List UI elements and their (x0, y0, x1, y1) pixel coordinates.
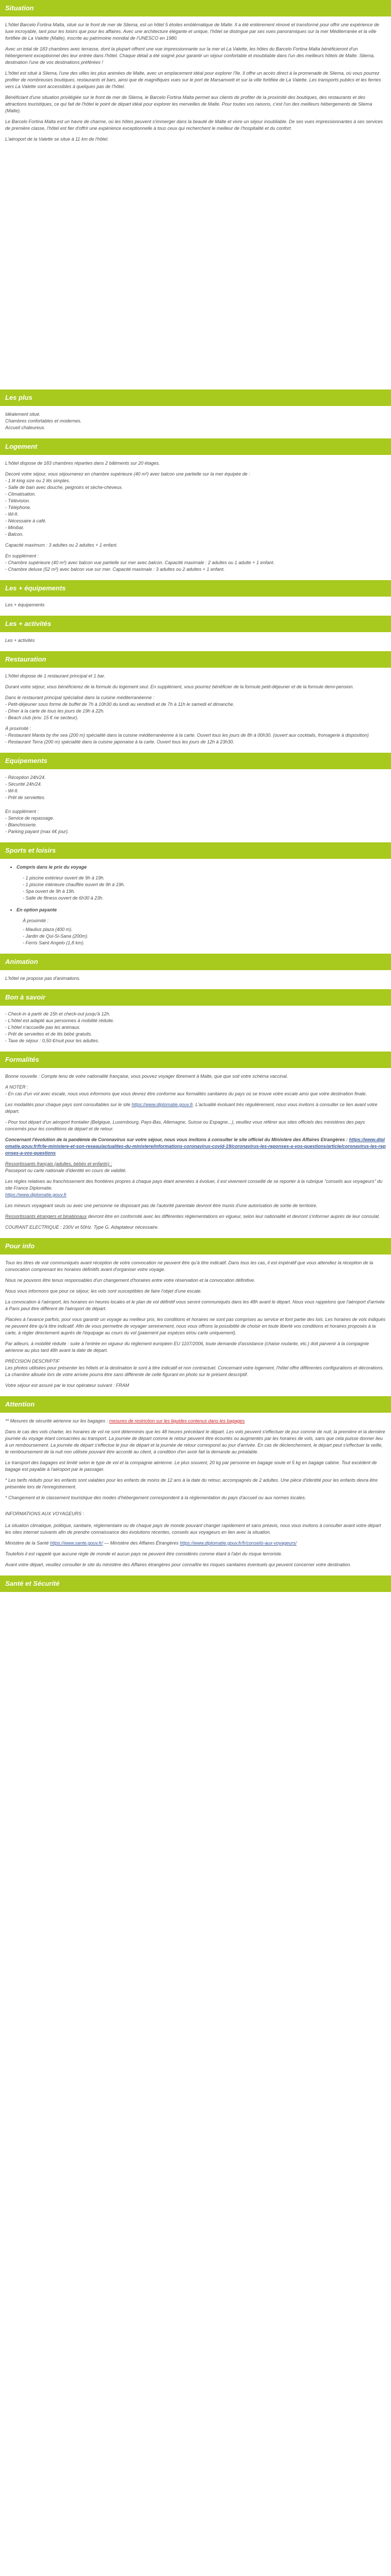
restauration-intro: L'hôtel dispose de 1 restaurant principal et 1 bar. (5, 673, 106, 679)
formalites-p9-text: devront être en conformité avec les différentes réglementations en vigueur, selon leur nationalité et devront s'informer auprès de leur consulat. (87, 1214, 380, 1219)
attention-p7-mid: — Ministère des Affaires Étrangères (103, 1540, 180, 1546)
list-item: - Balcon. (5, 532, 24, 537)
sports-group-optional (17, 907, 386, 913)
attention-p5: * Changement et le classement touristique des modes d'hébergement correspondent à la réglementation du pays d'accueil ou aux normes locales. (5, 1495, 306, 1500)
list-item: - Blanchisserie. (5, 822, 37, 827)
section-header-pour-info: Pour info (0, 1238, 391, 1255)
section-header-logement: Logement (0, 438, 391, 455)
situation-paragraph: Avec un total de 183 chambres avec terrasse, dont la plupart offrent une vue impressionnante sur la mer et La Valette, les hôtes du Barcelo Fortina Malta bénéficieront d'un hébergement exceptionnel des leur entrée dans l'hôtel. Chaque détail a été soigné pour garantir un séjour confortable et inoubliable dans l'un des meilleurs hôtels de Malte. Sliema, destination l'une de vos destinations préférées ! (5, 46, 375, 65)
sports-section (0, 859, 391, 954)
list-item: - Service de repassage. (5, 816, 55, 821)
sports-group-list (17, 864, 386, 871)
section-header-les-plus: Les plus (0, 389, 391, 406)
formalites-p8: Les mineurs voyageant seuls ou avec une personne ne disposant pas de l'autorité parentale devront être munis d'une autorisation de sortie de territoire. (5, 1203, 318, 1208)
formalites-p1: Bonne nouvelle : Compte tenu de votre nationalité française, vous pouvez voyager librement à Malte, que que soit votre schéma vaccinal. (5, 1074, 288, 1079)
list-item: - Dîner à la carte de tous les jours de 19h à 22h. (5, 708, 105, 714)
formalites-note-label: A NOTER : (5, 1084, 28, 1090)
list-item: - 1 piscine intérieure chauffée ouvert de 9h à 19h. (23, 882, 125, 887)
list-item: - L'hôtel n'accueille pas les animaux. (5, 1025, 81, 1030)
pour-info-p1: Tous les titres de voir communiqués avant réception de votre convocation ne peuvent être qu'à titre indicatif. Dans tous les cas, il est impératif que vous attendiez la réception de la convocation comprenant les horaires définitifs avant d'organiser votre voyage. (5, 1260, 373, 1272)
situation-section (0, 16, 391, 389)
formalites-p5 (5, 1137, 386, 1157)
sports-group-list-2 (17, 907, 386, 913)
list-item: - Prêt de serviettes. (5, 795, 46, 800)
formalites-p9 (5, 1213, 386, 1220)
attention-p6-label: INFORMATIONS AUX VOYAGEURS : (5, 1511, 85, 1516)
list-item: - Beach club (env. 15 € ne secteur). (5, 715, 78, 720)
list-item: - Parking payant (max 6€ jour). (5, 829, 69, 834)
list-item: - Restaurant Terra (200 m) spécialité dans la cuisine japonaise à la carte. Ouvert tous les jours de 12h à 23h30. (5, 739, 234, 744)
formalites-p7: Les règles relatives au franchissement des frontières propres à chaque pays étant amenées à évoluer, il est vivement conseillé de se reporter à la rubrique "conseils aux voyageurs" du site France Diplomatie. (5, 1179, 383, 1191)
list-item: - 1 lit king size ou 2 lits simples. (5, 478, 71, 483)
attention-p2: Dans le cas des vols charter, les horaires de vol ne sont déterminés que les 48 heures précédant le départ. Les vols peuvent s'effectuer de jour comme de nuit; la première et la dernière journée du voyage étant consacrées au transport. La journée de départ comme le retour peuvent être écourtés ou augmentés par les horaires de vols, sans que cela puisse donner lieu à un remboursement. La journée de départ s'effectue le jour de départ et la journée de retour correspond au jour d'arrivée. En cas de déclenchement, le départ peut s'effectuer la veille, le remboursement de la nuit non utilisée pouvant être accordé au client, à condition d'en avoir fait la demande au préalable. (5, 1429, 385, 1454)
section-header-bon-a-savoir: Bon à savoir (0, 989, 391, 1006)
list-item: - Ferris Saint Angelo (1,8 km). (23, 940, 85, 945)
animation-section (0, 970, 391, 989)
situation-paragraph: L'hôtel est situé à Sliema, l'une des villes les plus animées de Malte, avec un emplacement idéal pour explorer l'île. Il offre un accès direct à la promenade de Sliema, où vous pourrez profiter de nombreuses boutiques, restaurants et bars, ainsi que de magnifiques vues sur le port de Marsamxett et sur la ville fortifiée de La Valette. Les transports publics et les ferries vers La Valette sont accessibles à quelques pas de l'hôtel. (5, 71, 381, 89)
list-item: - Réception 24h/24. (5, 775, 46, 780)
formalites-p4: - Pour tout départ d'un aéroport frontalier (Belgique, Luxembourg, Pays-Bas, Allemagne, Suisse ou Espagne...), veuillez vous référer aux sites officiels des ministères des pays concernés pour les conditions de départ et de retour. (5, 1120, 365, 1131)
pour-info-p7-label: PRÉCISION DESCRIPTIF (5, 1359, 60, 1364)
section-header-animation: Animation (0, 954, 391, 970)
list-item: - Spa ouvert de 9h à 19h. (23, 889, 75, 894)
formalites-p6-label (5, 1161, 386, 1167)
les-plus-item: Idéalement situé. (5, 412, 41, 417)
section-header-les-plus-activites: Les + activités (0, 616, 391, 632)
list-item: - Jardin de Qui-Si-Sana (200m). (23, 934, 89, 939)
les-plus-equipements-text: Les + équipements (5, 602, 45, 607)
list-item: - Wi-fi. (5, 512, 19, 517)
france-diplomatie-link[interactable]: https://www.diplomatie.gouv.fr (5, 1192, 67, 1197)
section-header-equipements: Equipements (0, 753, 391, 769)
logement-capacity: Capacité maximum : 3 adultes ou 2 adultes + 1 enfant. (5, 543, 118, 548)
conseils-voyageurs-link[interactable]: https://www.diplomatie.gouv.fr/fr/conseils-aux-voyageurs/ (180, 1540, 297, 1546)
liquids-restriction-link[interactable]: mesures de restriction sur les liquides contenus dans les bagages (109, 1418, 245, 1423)
les-plus-item: Chambres confortables et modernes. (5, 418, 82, 423)
list-item: - Télévision. (5, 498, 30, 503)
coronavirus-link[interactable]: https://www.diplomatie.gouv.fr/fr/le-ministere-et-son-reseau/actualites-du-ministere/informations-coronavirus-covid-19/coronavirus-les-reponses-a-vos-questions/article/coronavirus-les-reponses-a-vos-questions (5, 1137, 386, 1156)
equipements-supplement-intro: En supplément : (5, 809, 39, 814)
formalites-p3-post: . L'actualité évoluant très régulièrement, nous vous invitons à consulter ce lien avant votre départ. (5, 1102, 378, 1114)
les-plus-item: Accueil chaleureux. (5, 425, 46, 430)
pour-info-p4: La convocation à l'aéroport, les horaires en heures locales et le plan de vol définitif vous seront communiqués dans les 48h avant le départ. Nous vous rappelons que l'aéroport d'arrivée à Paris peut être différent de l'aéroport de départ. (5, 1299, 385, 1311)
formalites-p6: Passeport ou carte nationale d'identité en cours de validité. (5, 1168, 127, 1173)
list-item: - Maulius plaza (400 m). (23, 927, 73, 932)
logement-intro: L'hôtel dispose de 183 chambres réparties dans 2 bâtiments sur 20 étages. (5, 461, 160, 466)
list-item: - 1 piscine extérieur ouvert de 9h à 19h. (23, 875, 105, 880)
list-item: - Petit-déjeuner sous forme de buffet de 7h à 10h30 du lundi au vendredi et de 7h à 11h le samedi et dimanche. (5, 702, 235, 707)
section-header-attention: Attention (0, 1396, 391, 1413)
list-item: - Salle de fitness ouvert de 6h30 à 23h. (23, 895, 104, 901)
pour-info-p7: Les photos utilisées pour présenter les hôtels et la destination le sont à titre indicatif et non contractuel. Concernant votre logement, l'hôtel offre différentes configurations et décorations. La chambre allouée lors de votre arrivée pourra être sans différente de celle figurant en photo sur le présent descriptif. (5, 1365, 384, 1377)
bon-a-savoir-section (0, 1006, 391, 1052)
les-plus-equipements-section (0, 597, 391, 616)
sports-group2-label: En option payante (17, 907, 57, 912)
section-header-formalites: Formalités (0, 1052, 391, 1068)
situation-paragraph: L'aéroport de la Valette se situe à 11 km de l'hôtel. (5, 137, 109, 142)
attention-p9: Avant votre départ, veuillez consulter le site du ministère des Affaires étrangères pour connaître les risques sanitaires éventuels qui peuvent concerner votre destination. (5, 1562, 351, 1567)
list-item: - Salle de bain avec douche, peignoirs et sèche-cheveux. (5, 485, 123, 490)
ressortissants-francais-label: Ressortissants français (adultes, bébés et enfants) : (5, 1161, 112, 1166)
formalites-p3-pre: Les modalités pour chaque pays sont consultables sur le site (5, 1102, 132, 1107)
list-item: - Téléphone. (5, 505, 31, 510)
equipements-section (0, 769, 391, 842)
formalites-p3 (5, 1101, 386, 1115)
attention-p1 (5, 1418, 386, 1425)
sports-group2-sub: À proximité : (23, 918, 49, 923)
list-item: - Chambre deluxe (52 m²) avec balcon vue sur mer. Capacité maximale : 3 adultes ou 2 adultes + 1 enfant. (5, 567, 225, 572)
attention-section (0, 1413, 391, 1575)
logement-supplement-intro: En supplément : (5, 553, 39, 558)
section-header-sante-securite: Santé et Sécurité (0, 1575, 391, 1592)
situation-paragraph: L'hôtel Barcelo Fortina Malta, situé sur le front de mer de Sliema, est un hôtel 5 étoiles emblématique de Malte. Il a été entièrement rénové et transformé pour offrir une expérience de luxe incroyable, tant pour les loisirs que pour les affaires. Avec une architecture élégante et unique, l'hôtel se distingue par ses vues panoramiques sur la mer Méditerranée et la ville fortifiée de La Valette (Malte), inscrite au patrimoine mondial de l'UNESCO en 1980. (5, 22, 380, 41)
sports-group-included (17, 864, 386, 871)
attention-p4: * Les tarifs réduits pour les enfants sont valables pour les enfants de moins de 12 ans à la date du retour, accompagnés de 2 adultes. Une pièce d'identité pour les enfants devra être présentée lors de l'enregistrement. (5, 1478, 378, 1489)
section-header-situation: Situation (0, 0, 391, 16)
list-item: - Minibar. (5, 525, 25, 530)
list-item: - L'hôtel est adapté aux personnes à mobilité réduite. (5, 1018, 115, 1023)
list-item: - Wi-fi. (5, 788, 19, 793)
situation-paragraph: Bénéficiant d'une situation privilégiée sur le front de mer de Sliema, le Barcelo Fortina Malta permet aux clients de profiter de la proximité des boutiques, des restaurants et des attractions touristiques, ce qui fait de l'hôtel le point de départ idéal pour explorer les merveilles de Malte. Pour toutes vos raisons, c'est l'un des meilleurs hébergements de Sliema (Malte). (5, 95, 372, 113)
pour-info-p2: Nous ne pouvons être tenus responsables d'un changement d'horaires entre votre réservation et la convocation définitive. (5, 1278, 255, 1283)
pour-info-section (0, 1255, 391, 1396)
animation-text: L'hôtel ne propose pas d'animations. (5, 976, 81, 981)
formalites-p5-pre: Concernant l'évolution de la pandémie de Coronavirus sur votre séjour, nous vous invitons à consulter le site officiel du Ministère des Affaires Etrangères : (5, 1137, 349, 1142)
sports-group2-items (5, 918, 386, 946)
attention-p6: La situation climatique, politique, sanitaire, réglementaire ou de chaque pays de monde pouvant changer rapidement et sans préavis, nous vous invitons à consulter avant votre départ les sites internet suivants afin de prendre connaissance des évolutions récentes, conseils aux voyageurs en lien avec la situation. (5, 1523, 381, 1535)
formalites-p10: COURANT ELECTRIQUE : 230V et 50Hz. Type G. Adaptateur nécessaire. (5, 1225, 159, 1230)
formalites-p7-link-wrap (5, 1192, 386, 1198)
sports-group1-items (5, 875, 386, 902)
list-item: - Climatisation. (5, 492, 36, 497)
logement-section (0, 455, 391, 580)
restauration-formula: Durant votre séjour, vous bénéficierez de la formule du logement seul. En supplément, vous pourrez bénéficier de la formule petit-déjeuner et de la formule demi-pension. (5, 684, 354, 689)
les-plus-section (0, 406, 391, 438)
attention-p8: Toutefois il est rappelé que aucune règle de monde et aucun pays ne peuvent être considérés comme étant à l'abri du risque terroriste. (5, 1551, 283, 1556)
list-item: - Chambre supérieure (40 m²) avec balcon vue partielle sur mer avec balcon. Capacité maximale : 2 adultes ou 1 adulte + 1 enfant. (5, 560, 275, 565)
les-plus-activites-section (0, 632, 391, 651)
restauration-proximity-intro: À proximité : (5, 726, 31, 731)
list-item: - Nécessaire à café. (5, 518, 47, 523)
list-item: - Check-in à partir de 15h et check-out jusqu'à 12h. (5, 1011, 110, 1016)
sports-group1-label: Compris dans le prix du voyage (17, 865, 87, 870)
ressortissants-etrangers-label: Ressortissants étrangers et binationaux (5, 1214, 87, 1219)
section-header-les-plus-equipements: Les + équipements (0, 580, 391, 597)
attention-p1-pre: ** Mesures de sécurité aérienne sur les bagages : (5, 1418, 109, 1423)
sante-link[interactable]: https://www.sante.gouv.fr/ (50, 1540, 103, 1546)
restauration-restaurant-desc: Dans le restaurant principal spécialisé dans la cuisine méditerranéenne : (5, 695, 155, 700)
restauration-section (0, 668, 391, 753)
attention-p7-pre: Ministère de la Santé (5, 1540, 51, 1546)
list-item: - Taxe de séjour : 0,50 €/nuit pour les adultes. (5, 1038, 100, 1043)
list-item: - Prêt de serviettes et de lits bébé gratuits. (5, 1031, 92, 1037)
formalites-section (0, 1068, 391, 1238)
formalites-p2: - En cas d'un vol avec escale, nous vous informons que vous devrez être conforme aux formalités sanitaires du pays où se trouve votre escale ainsi que votre destination finale. (5, 1091, 367, 1096)
logement-description: Decoré votre séjour, vous séjournerez en chambre supérieure (40 m²) avec balcon une partielle sur la mer équipée de : (5, 471, 250, 477)
les-plus-activites-text: Les + activités (5, 638, 35, 643)
situation-paragraph: Le Barcelo Fortina Malta est un havre de charme, où les hôtes peuvent s'immerger dans la beauté de Malte et vivre un séjour inoubliable. De ses vues impressionnantes à ses services de première classe, l'hôtel est fier d'offrir une expérience exceptionnelle à tous ceux qui recherchent le meilleur de l'hospitalité et du confort. (5, 119, 383, 131)
pour-info-p3: Nous vous informons que pour ce séjour, les vols sont susceptibles de faire l'objet d'une escale. (5, 1289, 202, 1294)
attention-p7 (5, 1540, 386, 1547)
section-header-sports: Sports et loisirs (0, 842, 391, 859)
pour-info-p8: Votre séjour est assuré par le tour opérateur suivant : FRAM (5, 1383, 129, 1388)
attention-p3: Le transport des bagages est limité selon le type de vol et la compagnie aérienne. Le plus souvent, 20 kg par personne en bagage soute et 5 kg en bagage cabine. Tout excédent de bagage est payable à l'aéroport par le passager. (5, 1460, 377, 1472)
diplomatie-link[interactable]: https://www.diplomatie.gouv.fr (132, 1102, 193, 1107)
pour-info-p5: Placées à l'avance parfois, pour vous garantir un voyage au meilleur prix, les conditions et horaires ne sont pas comprises au service et font partie des lois. Les horaires de vols indiqués ne peuvent être qu'à titre indicatif. Afin de vous permettre de voyager sereinement, nous vous offrons la possibilité de choisir en toute liberté vos conditions et horaires proposés à la carte, à régler directement auprès de l'équipage au cours du vol (paiement par espèces et/ou carte uniquement). (5, 1317, 386, 1335)
list-item: - Sécurité 24h/24. (5, 782, 42, 787)
list-item: - Restaurant Manta by the sea (200 m) spécialité dans la cuisine méditerranéenne à la carte. Ouvert tous les jours de 8h à 00h30. (ouvert aux cocktails, fromagerie à disposition) (5, 733, 369, 738)
pour-info-p6: Par ailleurs, à mobilité réduite : suite à l'entrée en vigueur du règlement européen EU 1107/2006, toute demande d'assistance (chaise roulante, etc.) doit parvenir à la compagnie aérienne au plus tard 48h avant la date de départ. (5, 1341, 369, 1353)
logement-equipment-list (5, 478, 386, 538)
section-header-restauration: Restauration (0, 651, 391, 668)
